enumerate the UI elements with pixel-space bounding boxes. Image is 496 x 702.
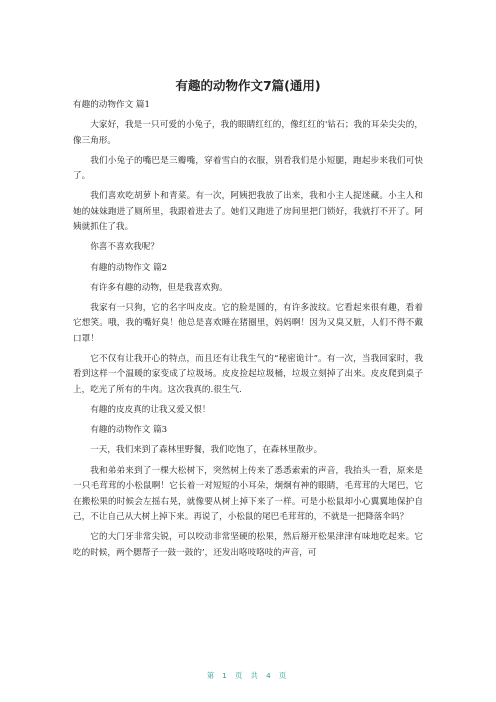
document-body	[73, 98, 423, 566]
body-paragraph: 我家有一只狗，它的名字叫皮皮。它的脸是圆的，有许多波纹。它看起来很有趣，看着它想笑。哦，我的嘴好臭！他总是喜欢睡在猪圈里，妈妈啊！因为又臭又脏，人们不得不戴口罩！	[73, 303, 423, 344]
section-heading: 有趣的动物作文 篇3	[90, 425, 168, 436]
body-paragraph: 我们小兔子的嘴巴是三瓣嘴，穿着雪白的衣服，别看我们是小短腿，跑起步来我们可快了。	[73, 155, 423, 182]
body-paragraph: 它的大门牙非常尖锐，可以咬动非常坚硬的松果，然后掰开松果津津有味地吃起来。它吃的时候，两个腮帮子一鼓一鼓的’，还发出咯吱咯吱的声音，可	[73, 532, 423, 558]
body-paragraph: 它不仅有让我开心的特点，而且还有让我生气的“秘密诡计”。有一次，当我回家时，我看到这样一个温暖的家变成了垃圾场。皮皮捡起垃圾桶，垃圾立刻掉了出来。皮皮爬到桌子上，吃光了所有的牛肉。这次我真的.很生气.	[73, 354, 423, 395]
section-heading: 有趣的动物作文 篇1	[73, 100, 150, 110]
section-heading: 有趣的动物作文 篇2	[90, 262, 168, 273]
body-paragraph: 我们喜欢吃胡萝卜和青菜。有一次，阿姨把我放了出来，我和小主人捉迷藏。小主人和她的妹妹跑进了厕所里，我跟着进去了。她们又跑进了房间里把门锁好，我就打不开了。阿姨就抓住了我。	[73, 191, 423, 233]
page-footer: 第 1 页 共 4 页	[206, 671, 290, 680]
body-paragraph: 有趣的皮皮真的让我又爱又恨！	[90, 405, 211, 416]
document-title: 有趣的动物作文7篇(通用)	[175, 78, 321, 93]
body-paragraph: 一天，我们来到了森林里野餐，我们吃饱了，在森林里散步。	[90, 445, 323, 456]
body-paragraph: 大家好，我是一只可爱的小兔子，我的眼睛红红的，像红红的'钻石；我的耳朵尖尖的，像三角形。	[73, 120, 423, 146]
body-paragraph: 你喜不喜欢我呢？	[90, 242, 159, 253]
body-paragraph: 有许多有趣的动物，但是我喜欢狗。	[90, 282, 228, 293]
body-paragraph: 我和弟弟来到了一棵大松树下，突然树上传来了悉悉索索的声音，我抬头一看，原来是一只毛茸茸的小松鼠啊！它长着一对短短的小耳朵，炯炯有神的眼睛，毛茸茸的大尾巴，它在搬松果的时候会左摇右晃，就像要从树上掉下来了一样。可是小松鼠却小心翼翼地保护自己，不让自己从大树上掉下来。再说了，小松鼠的尾巴毛茸茸的，不就是一把降落伞吗？	[73, 465, 423, 522]
